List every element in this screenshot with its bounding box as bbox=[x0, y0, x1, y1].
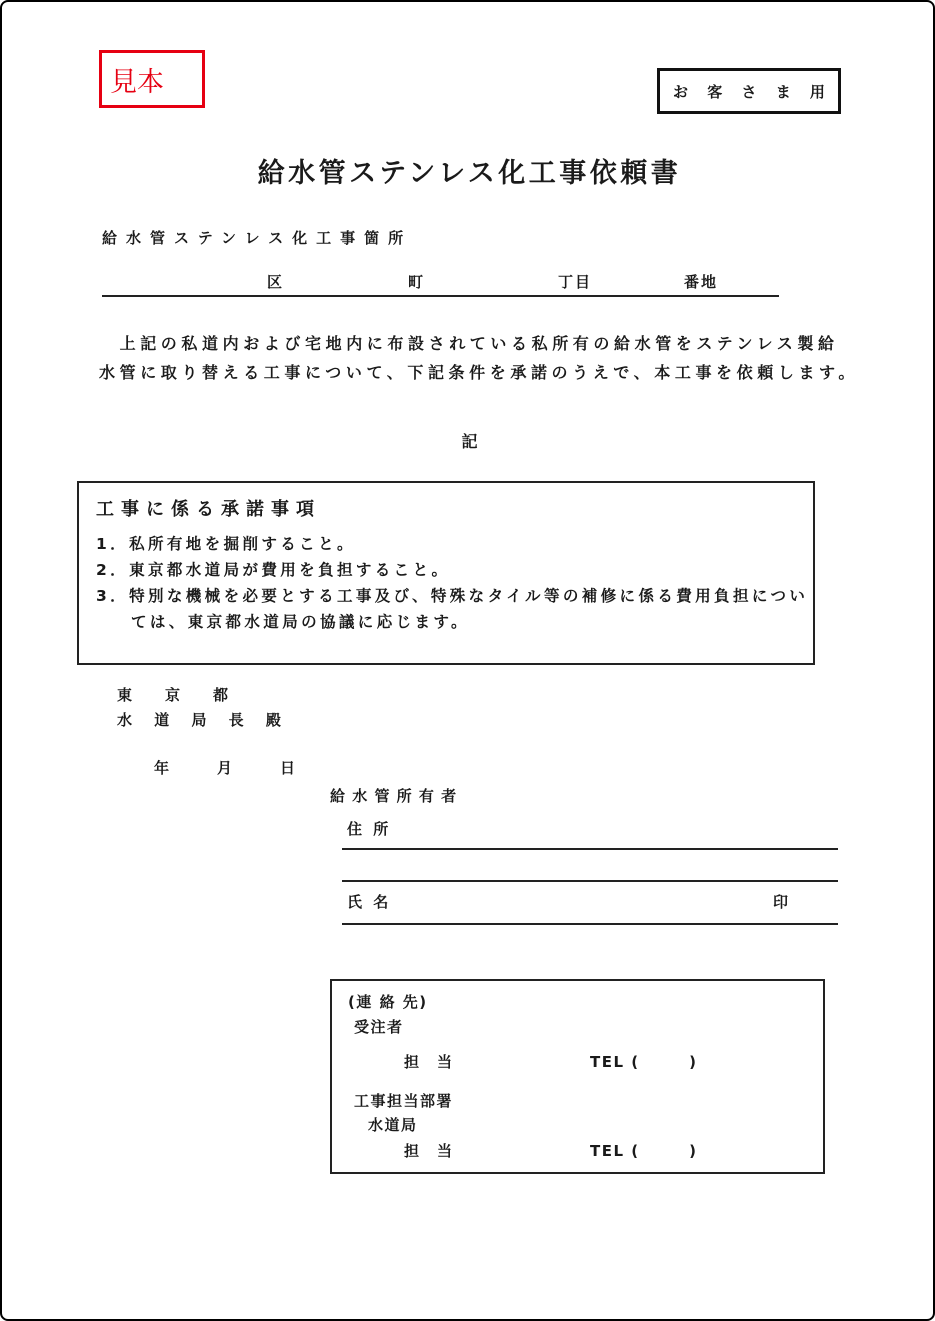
sample-stamp bbox=[99, 50, 205, 108]
field-ku-label: 区 bbox=[267, 273, 285, 291]
body-paragraph-line-2: 水管に取り替える工事について、下記条件を承諾のうえで、本工事を依頼します。 bbox=[99, 363, 859, 382]
sample-stamp-text: 見本 bbox=[110, 66, 164, 98]
contact-box bbox=[330, 979, 825, 1174]
waterworks-bureau-label: 水道局 bbox=[368, 1116, 418, 1134]
bureau-staff-label: 担 当 bbox=[404, 1142, 454, 1160]
addressee-tokyo: 東 京 都 bbox=[117, 686, 238, 704]
customer-copy-badge bbox=[657, 68, 841, 114]
work-department-label: 工事担当部署 bbox=[354, 1092, 454, 1110]
work-location-fill-line bbox=[102, 295, 779, 297]
owner-address-label: 住 所 bbox=[347, 820, 392, 838]
date-line: 年 月 日 bbox=[154, 759, 302, 777]
consent-item-3-continued: ては、東京都水道局の協議に応じます。 bbox=[131, 613, 470, 631]
orderer-staff-label: 担 当 bbox=[404, 1053, 454, 1071]
owner-address-fill-line-2 bbox=[342, 880, 838, 882]
field-banchi-label: 番地 bbox=[684, 273, 719, 291]
consent-item-1: 1．私所有地を掘削すること。 bbox=[96, 535, 356, 553]
consent-box bbox=[77, 481, 815, 665]
seal-label: 印 bbox=[773, 893, 789, 911]
field-chome-label: 丁目 bbox=[558, 273, 593, 291]
addressee-bureau-chief: 水 道 局 長 殿 bbox=[117, 711, 290, 729]
record-marker: 記 bbox=[461, 432, 478, 451]
owner-address-fill-line-1 bbox=[342, 848, 838, 850]
orderer-label: 受注者 bbox=[354, 1018, 404, 1036]
owner-name-label: 氏 名 bbox=[347, 893, 392, 911]
owner-name-fill-line bbox=[342, 923, 838, 925]
work-location-label: 給水管ステンレス化工事箇所 bbox=[102, 229, 413, 247]
body-paragraph-line-1: 上記の私道内および宅地内に布設されている私所有の給水管をステンレス製給 bbox=[99, 334, 839, 353]
document-title: 給水管ステンレス化工事依頼書 bbox=[257, 158, 682, 189]
orderer-tel-label: TEL ( ) bbox=[590, 1053, 698, 1071]
owner-section-label: 給 水 管 所 有 者 bbox=[330, 787, 458, 805]
customer-copy-label: お 客 さ ま 用 bbox=[673, 82, 832, 101]
bureau-tel-label: TEL ( ) bbox=[590, 1142, 698, 1160]
consent-item-2: 2．東京都水道局が費用を負担すること。 bbox=[96, 561, 451, 579]
consent-item-3: 3．特別な機械を必要とする工事及び、特殊なタイル等の補修に係る費用負担につい bbox=[96, 587, 809, 605]
contact-heading: (連 絡 先) bbox=[348, 993, 428, 1011]
field-cho-label: 町 bbox=[408, 273, 426, 291]
consent-heading: 工事に係る承諾事項 bbox=[96, 499, 321, 520]
